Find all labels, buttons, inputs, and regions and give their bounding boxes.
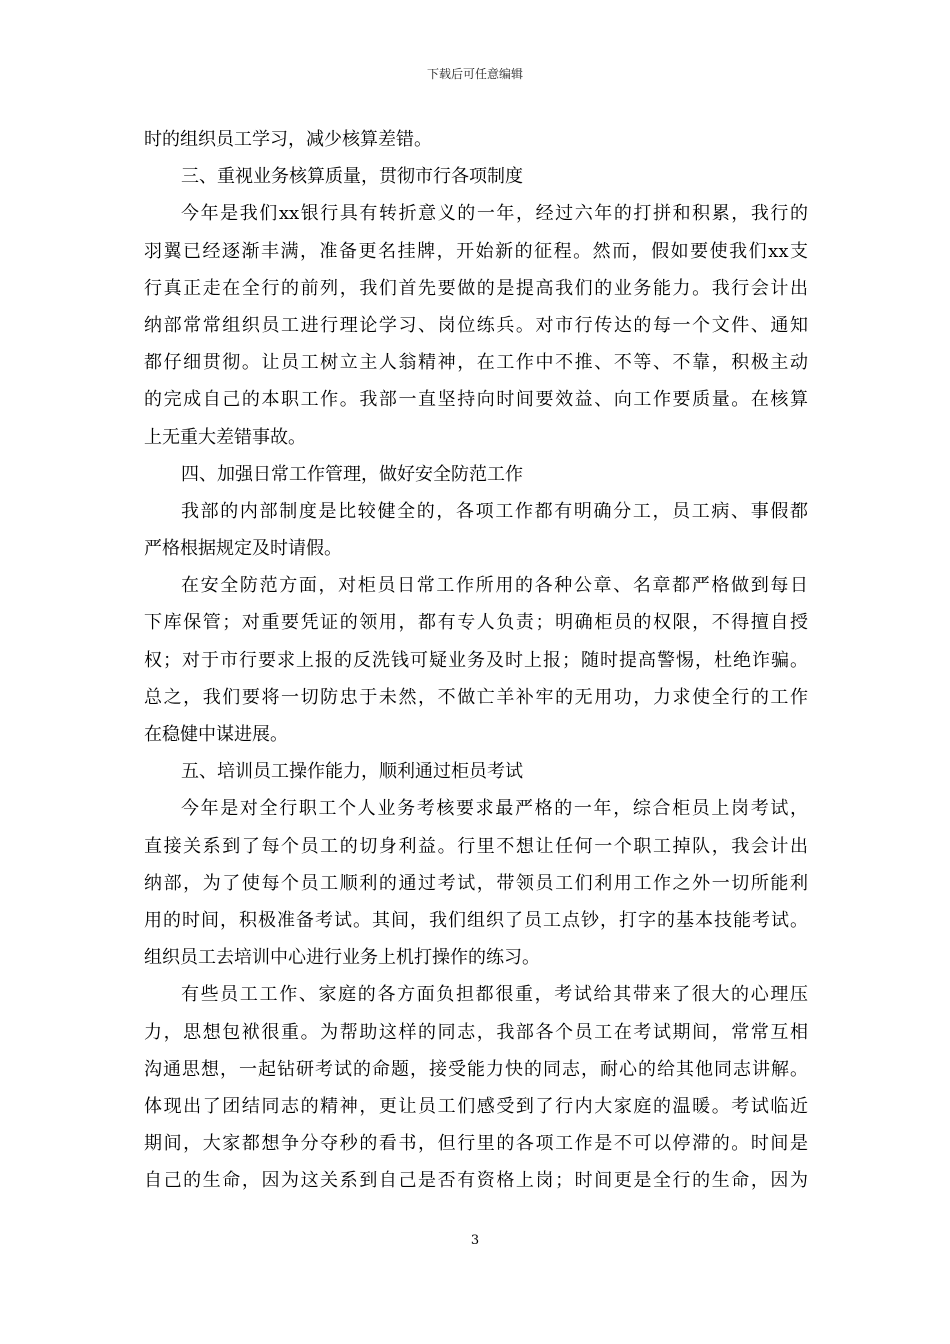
text-line: 体现出了团结同志的精神，更让员工们感受到了行内大家庭的温暖。考试临近: [144, 1095, 808, 1117]
page-number: 3: [470, 1233, 480, 1248]
text-line: 严格根据规定及时请假。: [144, 538, 342, 560]
text-line: 用的时间，积极准备考试。其间，我们组织了员工点钞，打字的基本技能考试。: [144, 909, 808, 931]
text-line: 都仔细贯彻。让员工树立主人翁精神，在工作中不推、不等、不靠，积极主动: [144, 352, 808, 374]
text-line: 的完成自己的本职工作。我部一直坚持向时间要效益、向工作要质量。在核算: [144, 389, 808, 411]
text-line: 在安全防范方面，对柜员日常工作所用的各种公章、名章都严格做到每日: [181, 575, 808, 597]
text-line: 沟通思想，一起钻研考试的命题，接受能力快的同志，耐心的给其他同志讲解。: [144, 1058, 808, 1080]
text-line: 总之，我们要将一切防忠于未然，不做亡羊补牢的无用功，力求使全行的工作: [144, 686, 808, 708]
text-line: 行真正走在全行的前列，我们首先要做的是提高我们的业务能力。我行会计出: [144, 277, 808, 299]
text-line: 三、重视业务核算质量，贯彻市行各项制度: [181, 166, 523, 188]
page-footer: [0, 1233, 950, 1249]
header-text: 下载后可任意编辑: [426, 67, 523, 81]
text-line: 有些员工工作、家庭的各方面负担都很重，考试给其带来了很大的心理压: [181, 984, 808, 1006]
text-line: 时的组织员工学习，减少核算差错。: [144, 129, 432, 150]
text-line: 期间，大家都想争分夺秒的看书，但行里的各项工作是不可以停滞的。时间是: [144, 1133, 808, 1155]
text-line: 在稳健中谋进展。: [144, 724, 288, 745]
text-line: 权；对于市行要求上报的反洗钱可疑业务及时上报；随时提高警惕，杜绝诈骗。: [144, 649, 808, 671]
text-line: 上无重大差错事故。: [144, 426, 306, 448]
text-line: 今年是对全行职工个人业务考核要求最严格的一年，综合柜员上岗考试，: [181, 798, 808, 820]
text-line: 五、培训员工操作能力，顺利通过柜员考试: [181, 761, 523, 783]
text-line: 自己的生命，因为这关系到自己是否有资格上岗；时间更是全行的生命，因为: [144, 1170, 808, 1192]
document-body: [144, 121, 808, 1199]
text-line: 四、加强日常工作管理，做好安全防范工作: [181, 463, 523, 485]
text-line: 今年是我们xx银行具有转折意义的一年，经过六年的打拼和积累，我行的: [181, 203, 808, 225]
text-line: 下库保管；对重要凭证的领用，都有专人负责；明确柜员的权限，不得擅自授: [144, 612, 808, 634]
text-line: 组织员工去培训中心进行业务上机打操作的练习。: [144, 947, 540, 969]
text-line: 我部的内部制度是比较健全的，各项工作都有明确分工，员工病、事假都: [181, 500, 808, 522]
text-line: 力，思想包袱很重。为帮助这样的同志，我部各个员工在考试期间，常常互相: [144, 1021, 808, 1043]
text-line: 纳部常常组织员工进行理论学习、岗位练兵。对市行传达的每一个文件、通知: [144, 314, 808, 336]
text-line: 纳部，为了使每个员工顺利的通过考试，带领员工们利用工作之外一切所能利: [144, 872, 808, 894]
page-header: [0, 66, 950, 82]
text-line: 羽翼已经逐渐丰满，准备更名挂牌，开始新的征程。然而，假如要使我们xx支: [144, 240, 808, 262]
text-line: 直接关系到了每个员工的切身利益。行里不想让任何一个职工掉队，我会计出: [144, 835, 808, 857]
